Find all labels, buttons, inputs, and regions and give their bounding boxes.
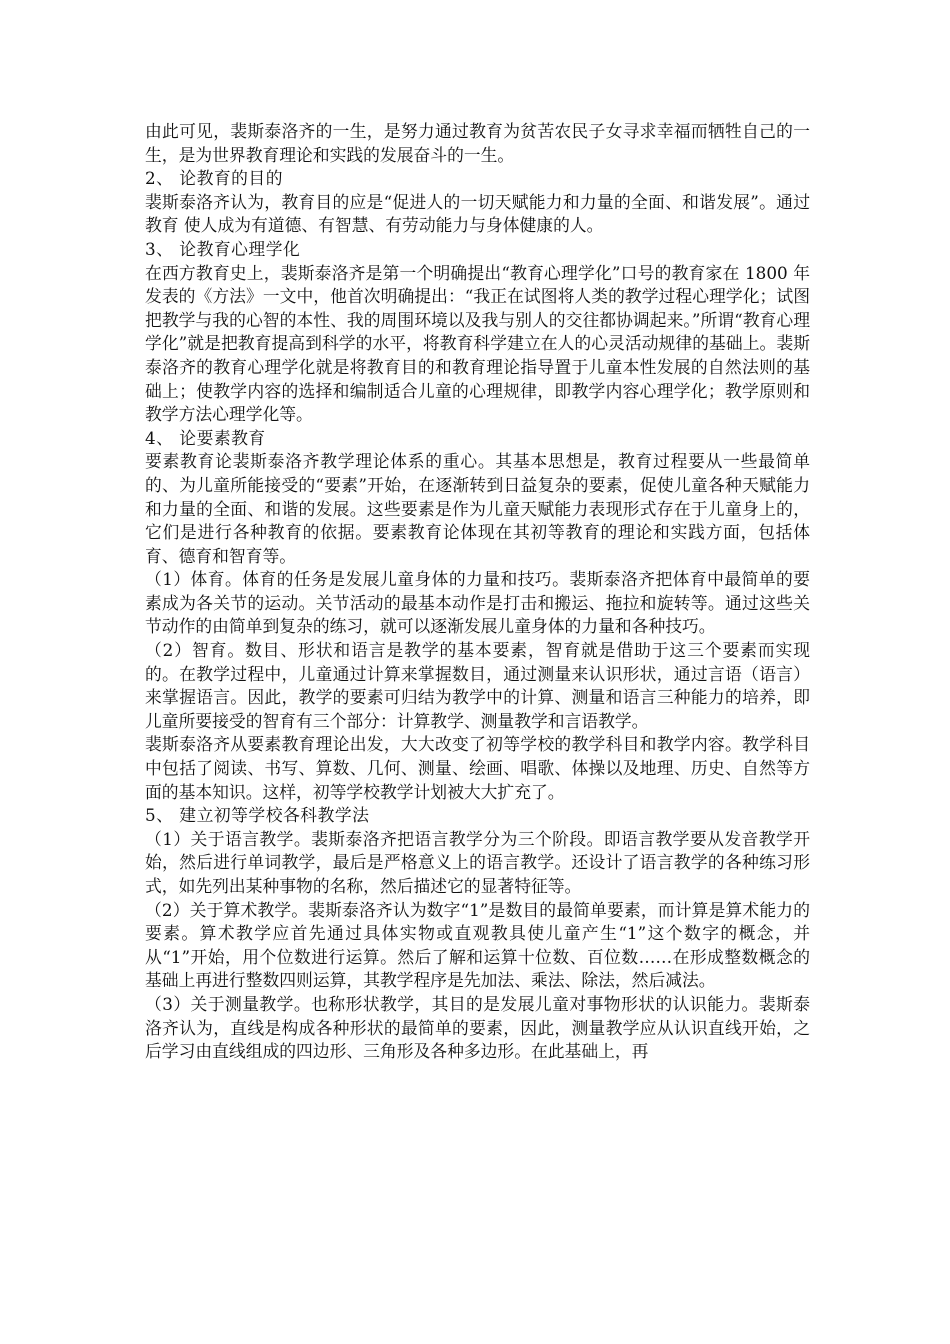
paragraph-education-purpose: 裴斯泰洛齐认为，教育目的应是“促进人的一切天赋能力和力量的全面、和谐发展”。通过教育 使人成为有道德、有智慧、有劳动能力与身体健康的人。: [145, 191, 810, 236]
paragraph-curriculum: 裴斯泰洛齐从要素教育理论出发，大大改变了初等学校的教学科目和教学内容。教学科目中包括了阅读、书写、算数、几何、测量、绘画、唱歌、体操以及地理、历史、自然等方面的基本知识。这样，初等学校教学计划被大大扩充了。: [145, 734, 810, 802]
paragraph-intellectual-education: （2）智育。数目、形状和语言是教学的基本要素，智育就是借助于这三个要素而实现的。在教学过程中，儿童通过计算来掌握数目，通过测量来认识形状，通过言语（语言）来掌握语言。因此，教学的要素可归结为教学中的计算、测量和语言三种能力的培养，即儿童所要接受的智育有三个部分：计算教学、测量教学和言语教学。: [145, 640, 810, 731]
paragraph-element-education: 要素教育论裴斯泰洛齐教学理论体系的重心。其基本思想是，教育过程要从一些最简单的、为儿童所能接受的“要素”开始，在逐渐转到日益复杂的要素，促使儿童各种天赋能力和力量的全面、和谐的发展。这些要素是作为儿童天赋能力表现形式存在于儿童身上的，它们是进行各种教育的依据。要素教育论体现在其初等教育的理论和实践方面，包括体育、德育和智育等。: [145, 451, 810, 566]
section-heading-5: 5、 建立初等学校各科教学法: [145, 805, 370, 826]
section-heading-4: 4、 论要素教育: [145, 427, 266, 448]
section-heading-3: 3、 论教育心理学化: [145, 238, 301, 259]
section-heading-2: 2、 论教育的目的: [145, 168, 283, 189]
paragraph-conclusion: 由此可见，裴斯泰洛齐的一生，是努力通过教育为贫苦农民子女寻求幸福而牺牲自己的一生，是为世界教育理论和实践的发展奋斗的一生。: [145, 121, 810, 165]
document-page: [145, 120, 810, 1064]
paragraph-arithmetic-teaching: （2）关于算术教学。裴斯泰洛齐认为数字“1”是数目的最简单要素，而计算是算术能力的要素。算术教学应首先通过具体实物或直观教具使儿童产生“1”这个数字的概念，并从“1”开始，用个位数进行运算。然后了解和运算十位数、百位数……在形成整数概念的基础上再进行整数四则运算，其教学程序是先加法、乘法、除法，然后减法。: [145, 899, 810, 991]
paragraph-measurement-teaching: （3）关于测量教学。也称形状教学，其目的是发展儿童对事物形状的认识能力。裴斯泰洛齐认为，直线是构成各种形状的最简单的要素，因此，测量教学应从认识直线开始，之后学习由直线组成的四边形、三角形及各种多边形。在此基础上，再: [145, 993, 810, 1062]
paragraph-language-teaching: （1）关于语言教学。裴斯泰洛齐把语言教学分为三个阶段。即语言教学要从发音教学开始，然后进行单词教学，最后是严格意义上的语言教学。还设计了语言教学的各种练习形式，如先列出某种事物的名称，然后描述它的显著特征等。: [145, 828, 810, 896]
paragraph-psychologization: 在西方教育史上，裴斯泰洛齐是第一个明确提出“教育心理学化”口号的教育家在 1800 年发表的《方法》一文中，他首次明确提出：“我正在试图将人类的教学过程心理学化；试图把教学与我的心智的本性、我的周围环境以及我与别人的交往都协调起来。”所谓“教育心理学化”就是把教育提高到科学的水平，将教育科学建立在人的心灵活动规律的基础上。裴斯泰洛齐的教育心理学化就是将教育目的和教育理论指导置于儿童本性发展的自然法则的基础上；使教学内容的选择和编制适合儿童的心理规律，即教学内容心理学化；教学原则和教学方法心理学化等。: [145, 262, 810, 425]
paragraph-physical-education: （1）体育。体育的任务是发展儿童身体的力量和技巧。裴斯泰洛齐把体育中最简单的要素成为各关节的运动。关节活动的最基本动作是打击和搬运、拖拉和旋转等。通过这些关节动作的由简单到复杂的练习，就可以逐渐发展儿童身体的力量和各种技巧。: [145, 569, 810, 637]
